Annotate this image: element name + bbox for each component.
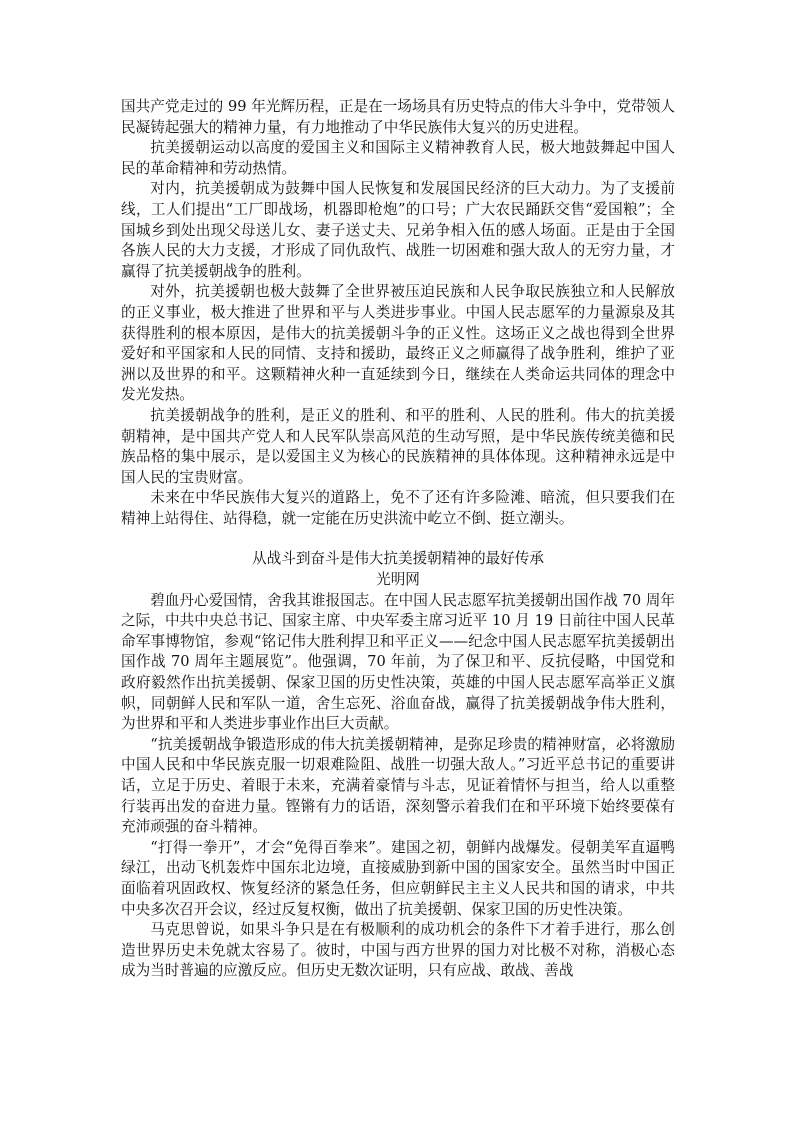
section-spacer — [121, 529, 675, 549]
article-title: 从战斗到奋斗是伟大抗美援朝精神的最好传承 — [252, 550, 544, 568]
document-page — [121, 97, 675, 982]
paragraph: 碧血丹心爱国情，舍我其谁报国志。在中国人民志愿军抗美援朝出国作战 70 周年之际，中共中央总书记、国家主席、中央军委主席习近平 10 月 19 日前往中国人民革命军事博物馆，参观“铭记伟大胜利捍卫和平正义——纪念中国人民志愿军抗美援朝出国作战 70 周年主题展览”。他强调，70 年前，为了保卫和平、反抗侵略，中国党和政府毅然作出抗美援朝、保家卫国的历史性决策，英雄的中国人民志愿军高举正义旗帜，同朝鲜人民和军队一道，舍生忘死、浴血奋战，赢得了抗美援朝战争伟大胜利，为世界和平和人类进步事业作出巨大贡献。 — [121, 591, 675, 733]
paragraph: “抗美援朝战争锻造形成的伟大抗美援朝精神，是弥足珍贵的精神财富，必将激励中国人民和中华民族克服一切艰难险阻、战胜一切强大敌人。”习近平总书记的重要讲话，立足于历史、着眼于未来，充满着豪情与斗志，见证着情怀与担当，给人以重整行装再出发的奋进力量。铿锵有力的话语，深刻警示着我们在和平环境下始终要葆有充沛顽强的奋斗精神。 — [121, 735, 675, 836]
paragraph: 对外，抗美援朝也极大鼓舞了全世界被压迫民族和人民争取民族独立和人民解放的正义事业，极大推进了世界和平与人类进步事业。中国人民志愿军的力量源泉及其获得胜利的根本原因，是伟大的抗美援朝斗争的正义性。这场正义之战也得到全世界爱好和平国家和人民的同情、支持和援助，最终正义之师赢得了战争胜利，维护了亚洲以及世界的和平。这颗精神火种一直延续到今日，继续在人类命运共同体的理念中发光发热。 — [121, 283, 675, 404]
paragraph: “打得一拳开”，才会“免得百拳来”。建国之初，朝鲜内战爆发。侵朝美军直逼鸭绿江，出动飞机轰炸中国东北边境，直接威胁到新中国的国家安全。虽然当时中国正面临着巩固政权、恢复经济的紧急任务，但应朝鲜民主主义人民共和国的请求，中共中央多次召开会议，经过反复权衡，做出了抗美援朝、保家卫国的历史性决策。 — [121, 838, 675, 918]
paragraph: 对内，抗美援朝成为鼓舞中国人民恢复和发展国民经济的巨大动力。为了支援前线，工人们提出“工厂即战场，机器即枪炮”的口号；广大农民踊跃交售“爱国粮”；全国城乡到处出现父母送儿女、妻子送丈夫、兄弟争相入伍的感人场面。正是由于全国各族人民的大力支援，才形成了同仇敌忾、战胜一切困难和强大敌人的无穷力量，才赢得了抗美援朝战争的胜利。 — [121, 180, 675, 280]
paragraph: 马克思曾说，如果斗争只是在有极顺利的成功机会的条件下才着手进行，那么创造世界历史未免就太容易了。彼时，中国与西方世界的国力对比极不对称，消极心态成为当时普遍的应激反应。但历史无数次证明，只有应战、敢战、善战 — [121, 921, 675, 980]
paragraph: 抗美援朝运动以高度的爱国主义和国际主义精神教育人民，极大地鼓舞起中国人民的革命精神和劳动热情。 — [121, 139, 675, 177]
paragraph: 国共产党走过的 99 年光辉历程，正是在一场场具有历史特点的伟大斗争中，党带领人民凝铸起强大的精神力量，有力地推动了中华民族伟大复兴的历史进程。 — [121, 98, 675, 136]
article-source: 光明网 — [376, 571, 420, 589]
paragraph: 未来在中华民族伟大复兴的道路上，免不了还有许多险滩、暗流，但只要我们在精神上站得住、站得稳，就一定能在历史洪流中屹立不倒、挺立潮头。 — [121, 489, 675, 527]
article-continuation — [121, 97, 675, 529]
paragraph: 抗美援朝战争的胜利，是正义的胜利、和平的胜利、人民的胜利。伟大的抗美援朝精神，是中国共产党人和人民军队崇高风范的生动写照，是中华民族传统美德和民族品格的集中展示，是以爱国主义为核心的民族精神的具体体现。这种精神永远是中国人民的宝贵财富。 — [121, 406, 675, 486]
article-section — [121, 549, 675, 981]
